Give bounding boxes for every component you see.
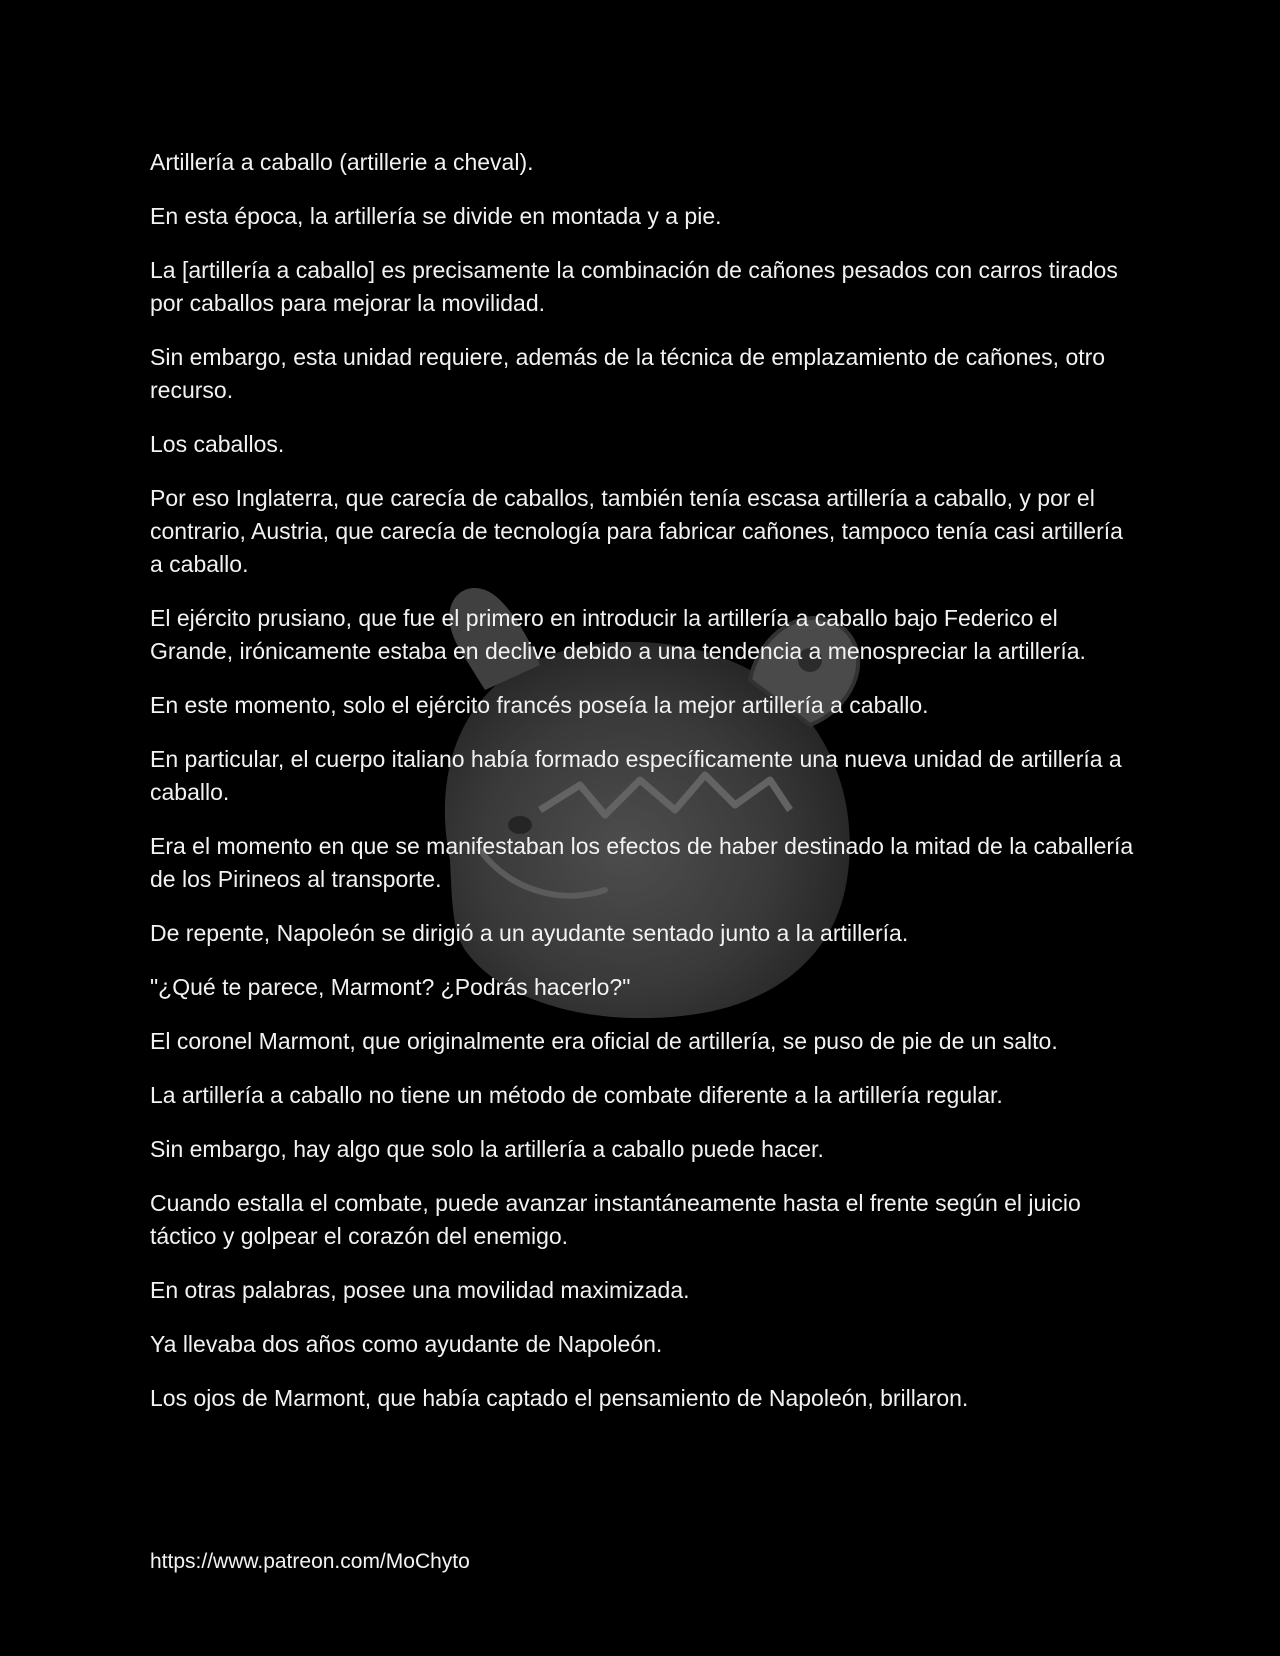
- patreon-link[interactable]: https://www.patreon.com/MoChyto: [150, 1550, 470, 1573]
- paragraph: Artillería a caballo (artillerie a cheval).: [150, 149, 534, 175]
- paragraph: La [artillería a caballo] es precisamente la combinación de cañones pesados con carros tirados por caballos para mejorar la movilidad.: [150, 257, 1118, 316]
- paragraph: Era el momento en que se manifestaban los efectos de haber destinado la mitad de la caballería de los Pirineos al transporte.: [150, 833, 1134, 892]
- paragraph: De repente, Napoleón se dirigió a un ayudante sentado junto a la artillería.: [150, 920, 909, 946]
- paragraph: En otras palabras, posee una movilidad maximizada.: [150, 1277, 690, 1303]
- paragraph: Cuando estalla el combate, puede avanzar instantáneamente hasta el frente según el juicio táctico y golpear el corazón del enemigo.: [150, 1190, 1081, 1249]
- paragraph: "¿Qué te parece, Marmont? ¿Podrás hacerlo?": [150, 974, 631, 1000]
- paragraph: En particular, el cuerpo italiano había formado específicamente una nueva unidad de artillería a caballo.: [150, 746, 1122, 805]
- paragraph: El ejército prusiano, que fue el primero en introducir la artillería a caballo bajo Federico el Grande, irónicamente estaba en declive debido a una tendencia a menospreciar la artillería.: [150, 605, 1086, 664]
- paragraph: La artillería a caballo no tiene un método de combate diferente a la artillería regular.: [150, 1082, 1003, 1108]
- paragraph: Los ojos de Marmont, que había captado el pensamiento de Napoleón, brillaron.: [150, 1385, 969, 1411]
- paragraph: Los caballos.: [150, 431, 285, 457]
- paragraph: En este momento, solo el ejército francés poseía la mejor artillería a caballo.: [150, 692, 929, 718]
- paragraph: Por eso Inglaterra, que carecía de caballos, también tenía escasa artillería a caballo, y por el contrario, Austria, que carecía de tecnología para fabricar cañones, tampoco tenía casi artillería a caballo.: [150, 485, 1123, 577]
- paragraph: En esta época, la artillería se divide en montada y a pie.: [150, 203, 722, 229]
- paragraph: Sin embargo, hay algo que solo la artillería a caballo puede hacer.: [150, 1136, 824, 1162]
- paragraph: Ya llevaba dos años como ayudante de Napoleón.: [150, 1331, 663, 1357]
- paragraph: El coronel Marmont, que originalmente era oficial de artillería, se puso de pie de un salto.: [150, 1028, 1058, 1054]
- paragraph: Sin embargo, esta unidad requiere, además de la técnica de emplazamiento de cañones, otro recurso.: [150, 344, 1106, 403]
- document-body: [150, 146, 1140, 1436]
